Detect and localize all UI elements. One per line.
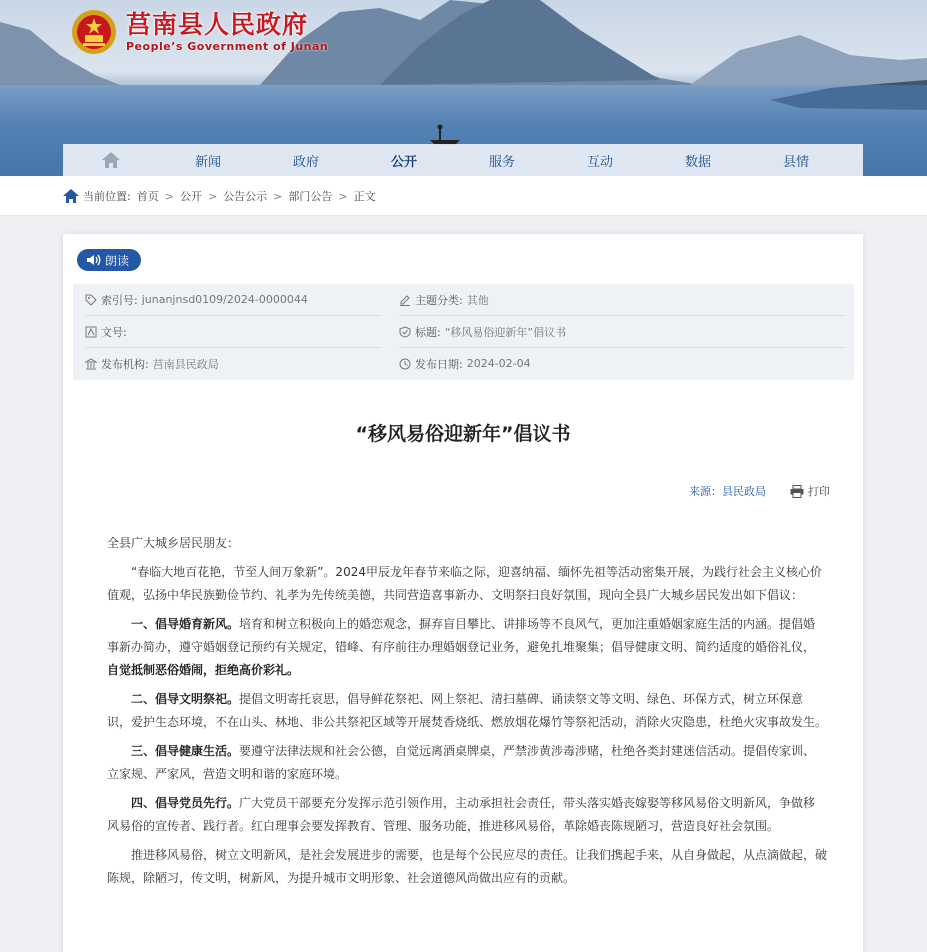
printer-icon bbox=[790, 485, 804, 498]
meta-subject-label: 标题: bbox=[415, 325, 441, 339]
nav-item-news[interactable]: 新闻 bbox=[194, 154, 221, 170]
breadcrumb-item-home[interactable]: 首页 bbox=[136, 190, 159, 203]
meta-category bbox=[399, 284, 489, 315]
article-title: “移风易俗迎新年”倡议书 bbox=[355, 423, 571, 445]
nav-item-data[interactable]: 数据 bbox=[684, 154, 711, 170]
meta-date bbox=[399, 348, 531, 379]
meta-org-value: 莒南县民政局 bbox=[152, 357, 219, 371]
nav-item-interaction[interactable]: 互动 bbox=[586, 154, 613, 170]
nav-item-disclosure[interactable]: 公开 bbox=[390, 154, 417, 170]
read-aloud-label: 朗读 bbox=[105, 253, 130, 268]
paragraph-heading: 三、倡导健康生活。 bbox=[131, 744, 240, 758]
meta-index bbox=[85, 284, 308, 315]
document-number-icon bbox=[85, 326, 97, 338]
breadcrumb bbox=[63, 188, 376, 204]
home-icon bbox=[101, 151, 121, 169]
read-aloud-button[interactable] bbox=[77, 249, 141, 271]
shield-check-icon bbox=[399, 326, 411, 338]
home-icon bbox=[63, 189, 79, 203]
site-name: 莒南县人民政府 bbox=[126, 10, 309, 39]
meta-docno-label: 文号: bbox=[101, 325, 127, 339]
nav-item-county-info[interactable]: 县情 bbox=[782, 154, 809, 170]
meta-docno bbox=[85, 316, 131, 347]
article-paragraph-4 bbox=[107, 792, 827, 838]
article-greeting: 全县广大城乡居民朋友： bbox=[107, 536, 240, 550]
paragraph-heading: 二、倡导文明祭祀。 bbox=[131, 692, 240, 706]
meta-org-label: 发布机构: bbox=[101, 357, 149, 371]
breadcrumb-separator: > bbox=[164, 189, 174, 203]
article-intro: “春临大地百花艳，节至人间万象新”。2024甲辰龙年春节来临之际，迎喜纳福、缅怀先祖等活动密集开展，为践行社会主义核心价值观，弘扬中华民族勤俭节约、礼孝为先传统美德，共同营造喜事新办、文明祭扫良好氛围，现向全县广大城乡居民发出如下倡议： bbox=[107, 565, 822, 602]
paragraph-text: 要遵守法律法规和社会公德，自觉远离酒桌牌桌，严禁涉黄涉毒涉赌，杜绝各类封建迷信活动。提倡传家训、立家规、严家风，营造文明和谐的家庭环境。 bbox=[107, 744, 816, 781]
edit-icon bbox=[399, 294, 411, 306]
article-card bbox=[63, 234, 863, 952]
article-closing: 推进移风易俗，树立文明新风，是社会发展进步的需要，也是每个公民应尽的责任。让我们携起手来，从自身做起，从点滴做起，破陈规，除陋习，传文明，树新风，为提升城市文明形象、社会道德风尚做出应有的贡献。 bbox=[107, 848, 828, 885]
article-paragraph-1 bbox=[107, 613, 827, 682]
article-body bbox=[107, 532, 827, 896]
meta-subject bbox=[399, 316, 566, 347]
meta-index-value: junanjnsd0109/2024-0000044 bbox=[141, 293, 308, 306]
breadcrumb-prefix: 当前位置: bbox=[83, 190, 131, 203]
meta-index-label: 索引号: bbox=[101, 293, 138, 307]
site-name-en: People’s Government of Junan bbox=[126, 40, 329, 53]
meta-org bbox=[85, 348, 219, 379]
speaker-icon bbox=[87, 254, 101, 266]
meta-category-value: 其他 bbox=[466, 293, 489, 307]
breadcrumb-separator: > bbox=[207, 189, 218, 203]
article-paragraph-3 bbox=[107, 740, 827, 786]
breadcrumb-item-disclosure[interactable]: 公开 bbox=[179, 190, 202, 203]
paragraph-heading: 四、倡导党员先行。 bbox=[131, 796, 240, 810]
meta-subject-value: “移风易俗迎新年”倡议书 bbox=[444, 325, 567, 339]
paragraph-text: 培育和树立积极向上的婚恋观念，摒弃盲目攀比、讲排场等不良风气，更加注重婚姻家庭生活的内涵。提倡婚事新办简办，遵守婚姻登记预约有关规定，错峰、有序前往办理婚姻登记业务，避免扎堆聚集；倡导健康文明、简约适度的婚俗礼仪， bbox=[107, 617, 816, 654]
site-logo[interactable] bbox=[70, 8, 328, 56]
print-button[interactable] bbox=[790, 483, 830, 499]
meta-date-label: 发布日期: bbox=[415, 357, 463, 371]
breadcrumb-bar bbox=[0, 176, 927, 216]
meta-category-label: 主题分类: bbox=[415, 293, 463, 307]
main-nav bbox=[63, 144, 863, 176]
article-paragraph-2 bbox=[107, 688, 827, 734]
breadcrumb-item-dept-notices[interactable]: 部门公告 bbox=[288, 190, 333, 203]
nav-item-services[interactable]: 服务 bbox=[488, 154, 515, 170]
nav-item-government[interactable]: 政府 bbox=[292, 154, 319, 170]
tag-icon bbox=[85, 294, 97, 306]
breadcrumb-separator: > bbox=[273, 189, 283, 203]
print-label: 打印 bbox=[808, 485, 830, 498]
document-metadata bbox=[73, 284, 854, 380]
paragraph-text: 提倡文明寄托哀思，倡导鲜花祭祀、网上祭祀、清扫墓碑、诵读祭文等文明、绿色、环保方式，树立环保意识，爱护生态环境，不在山头、林地、非公共祭祀区域等开展焚香烧纸、燃放烟花爆竹等祭祀活动，消除火灾隐患，杜绝火灾事故发生。 bbox=[107, 692, 828, 729]
paragraph-emphasis: 自觉抵制恶俗婚闹，拒绝高价彩礼。 bbox=[107, 663, 300, 677]
building-icon bbox=[85, 358, 97, 370]
breadcrumb-item-notices[interactable]: 公告公示 bbox=[223, 190, 268, 203]
article-source: 来源：县民政局 bbox=[689, 485, 766, 498]
paragraph-heading: 一、倡导婚育新风。 bbox=[131, 617, 240, 631]
breadcrumb-separator: > bbox=[338, 189, 348, 203]
paragraph-text: 广大党员干部要充分发挥示范引领作用，主动承担社会责任，带头落实婚丧嫁娶等移风易俗文明新风，争做移风易俗的宣传者、践行者。红白理事会要发挥教育、管理、服务功能，推进移风易俗，革除婚丧陈规陋习，营造良好社会氛围。 bbox=[107, 796, 816, 833]
clock-icon bbox=[399, 358, 411, 370]
meta-date-value: 2024-02-04 bbox=[466, 357, 531, 370]
national-emblem-icon bbox=[70, 8, 118, 56]
nav-home-button[interactable] bbox=[63, 151, 159, 169]
breadcrumb-item-current: 正文 bbox=[353, 190, 376, 203]
